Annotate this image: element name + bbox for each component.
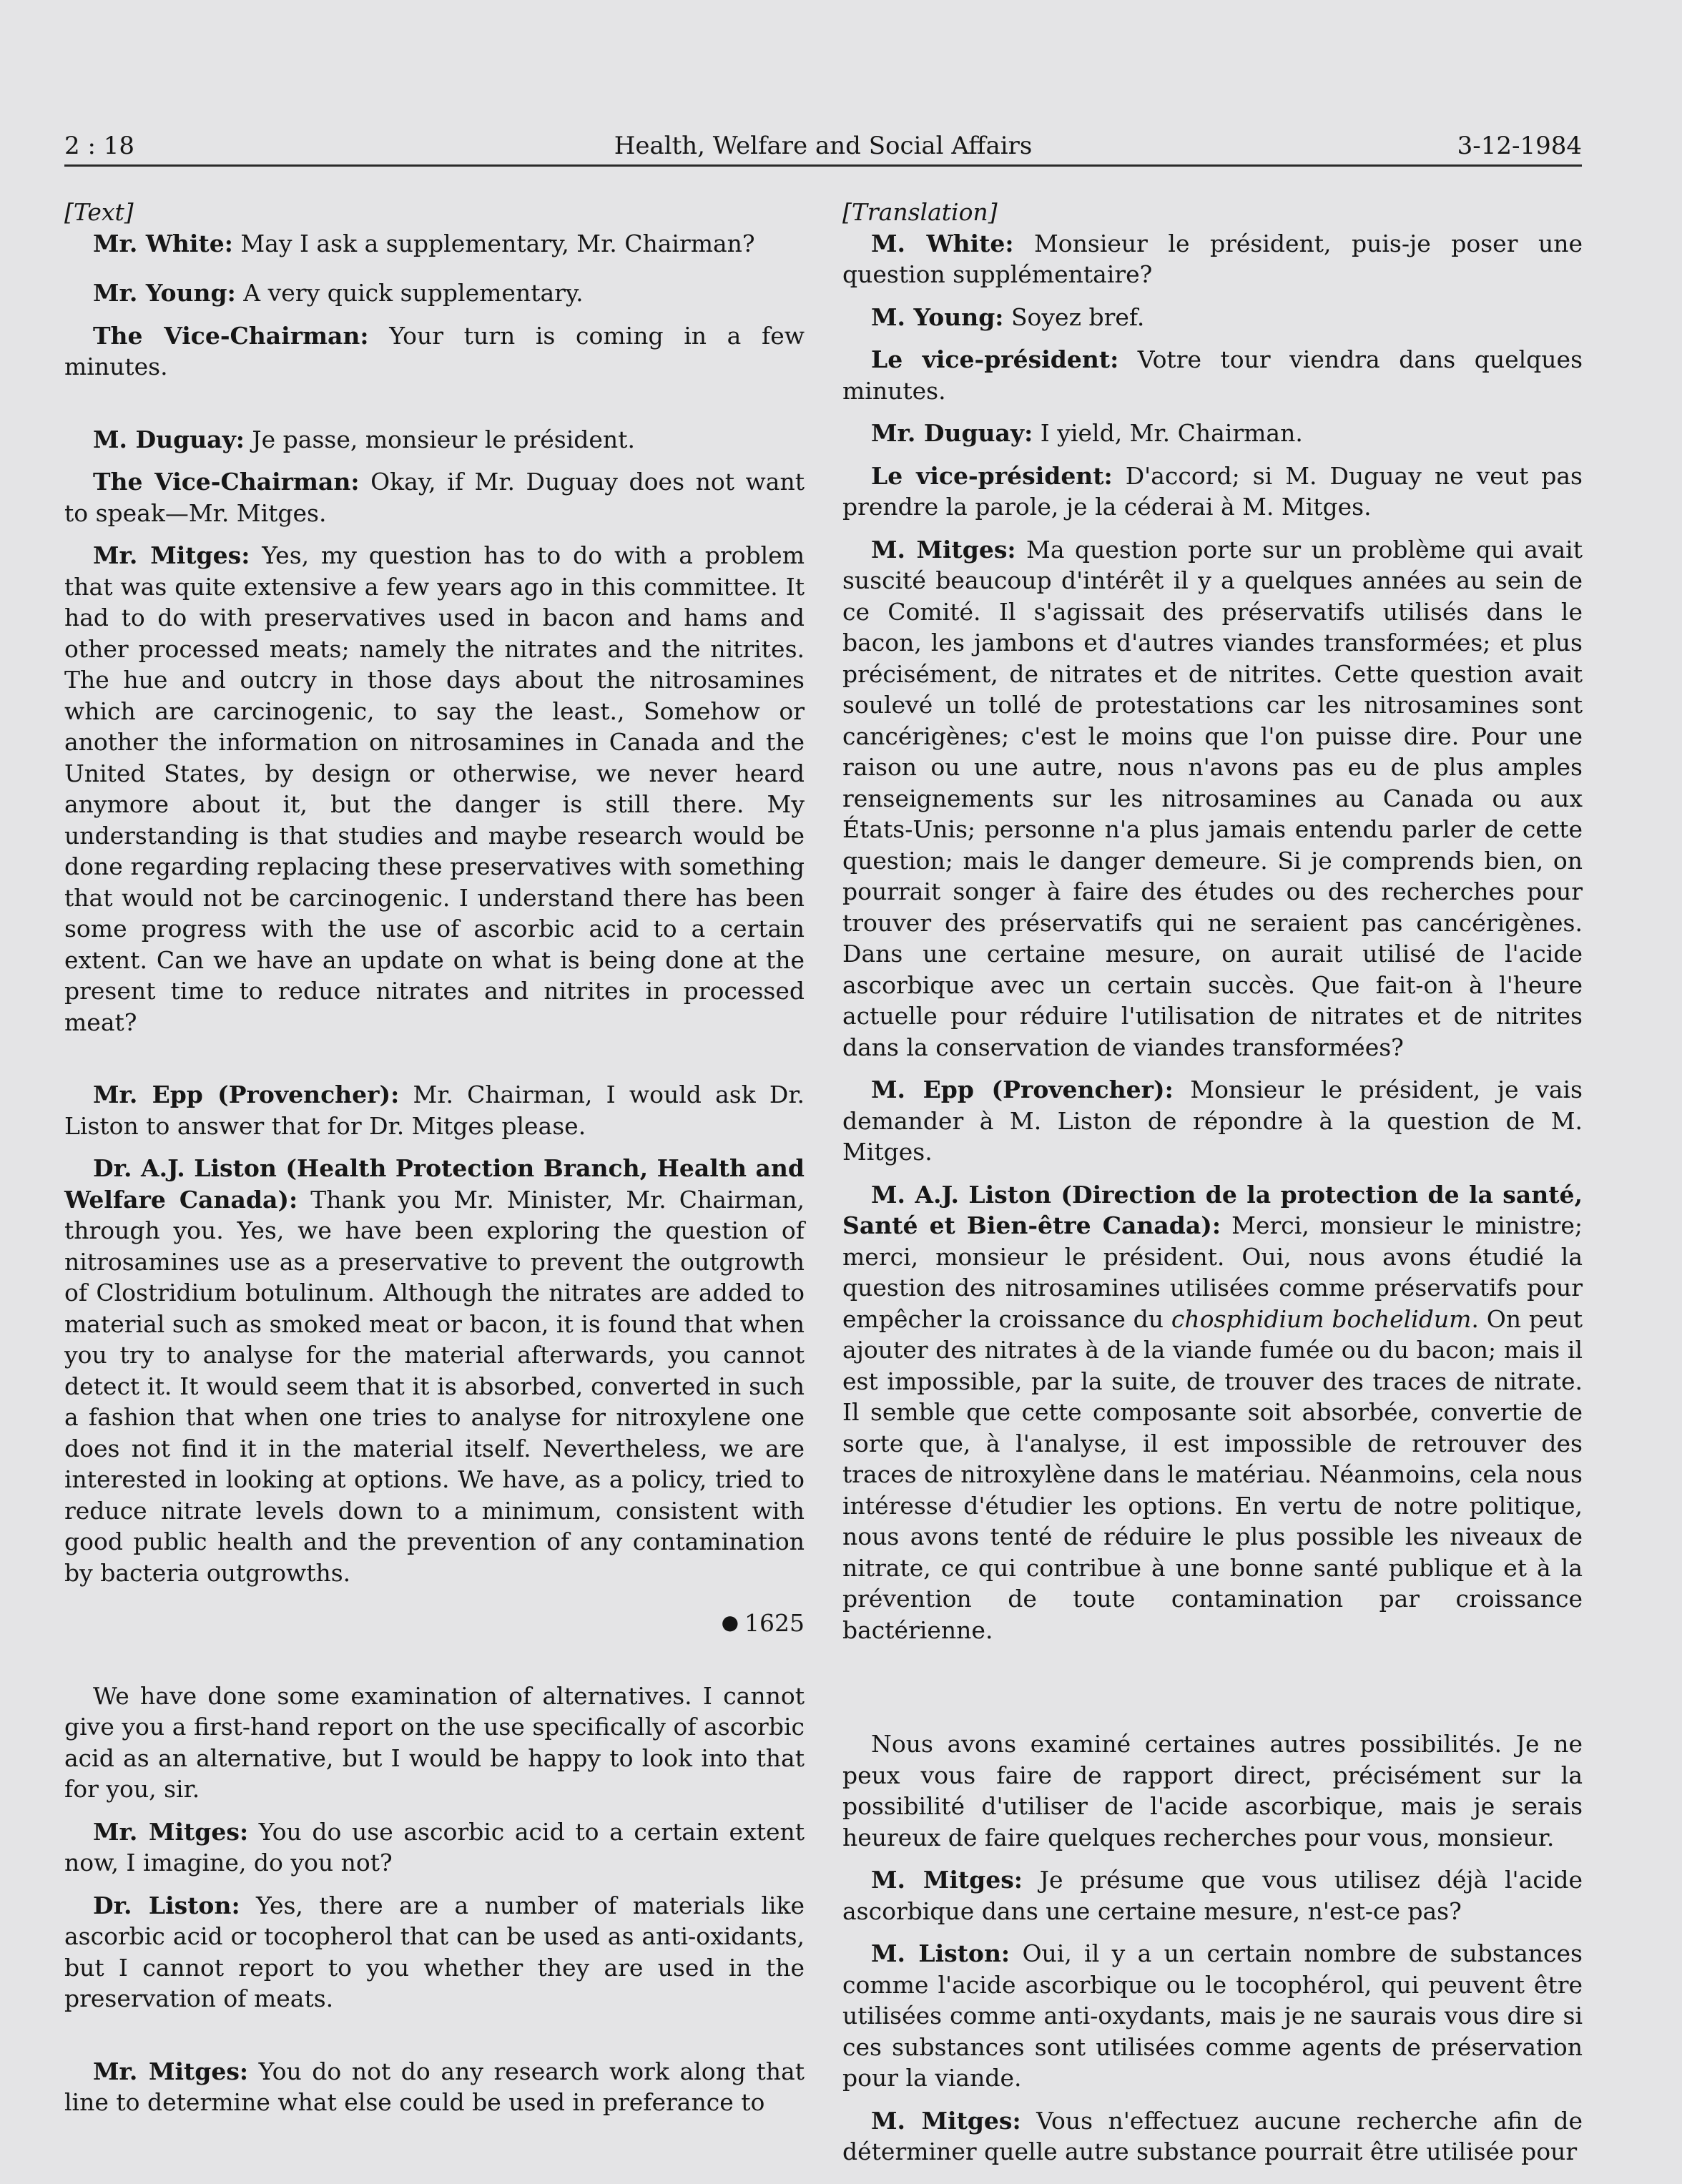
italic-term: chosphidium bochelidum: [1171, 1304, 1472, 1333]
paragraph: M. Mitges: Vous n'effectuez aucune recherche afin de déterminer quelle autre substance pourrait être utilisée pour: [842, 2106, 1583, 2165]
speaker-name: The Vice-Chairman:: [93, 468, 360, 496]
column-tag: [Translation]: [842, 198, 998, 226]
paragraph: M. Young: Soyez bref.: [871, 302, 1145, 331]
speaker-name: Mr. White:: [93, 229, 233, 257]
paragraph: Le vice-président: Votre tour viendra dans quelques minutes.: [842, 345, 1583, 405]
paragraph: M. Mitges: Ma question porte sur un problème qui avait suscité beaucoup d'intérêt il y a quelques années au sein de ce Comité. Il s'agissait des préservatifs utilisés dans le bacon, les jambons et d'autres viandes transformées; et plus précisément, de nitrates et de nitrites. Cette question avait soulevé un tollé de protestations car les nitrosamines sont cancérigènes; c'est le moins que l'on puisse dire. Pour une raison ou une autre, nous n'avons pas eu de plus amples renseignements sur les nitrosamines au Canada ou aux États-Unis; personne n'a plus jamais entendu parler de cette question; mais le danger demeure. Si je comprends bien, on pourrait songer à faire des études ou des recherches pour trouver des préservatifs qui ne seraient pas cancérigènes. Dans une certaine mesure, on aurait utilisé de l'acide ascorbique avec un certain succès. Que fait-on à l'heure actuelle pour réduire l'utilisation de nitrates et de nitrites dans la conservation de viandes transformées?: [842, 535, 1583, 1061]
paragraph: Mr. Mitges: Yes, my question has to do with a problem that was quite extensive a few years ago in this committee. It had to do with preservatives used in bacon and hams and other processed meats; namely the nitrates and the nitrites. The hue and outcry in those days about the nitrosamines which are carcinogenic, to say the least., Somehow or another the information on nitrosamines in Canada and the United States, by design or otherwise, we never heard anymore about it, but the danger is still there. My understanding is that studies and maybe research would be done regarding replacing these preservatives with something that would not be carcinogenic. I understand there has been some progress with the use of ascorbic acid to a certain extent. Can we have an update on what is being done at the present time to reduce nitrates and nitrites in processed meat?: [64, 541, 805, 1036]
speaker-name: M. Duguay:: [93, 425, 245, 453]
paragraph: Mr. Mitges: You do use ascorbic acid to a certain extent now, I imagine, do you not?: [64, 1817, 805, 1876]
speaker-name: M. Mitges:: [871, 2106, 1021, 2135]
speaker-name: Mr. Young:: [93, 279, 236, 307]
bullet-icon: ●: [721, 1610, 739, 1634]
speaker-name: Dr. A.J. Liston (Health Protection Branch, Health and Welfare Canada):: [64, 1154, 805, 1214]
publication-title: Health, Welfare and Social Affairs: [614, 132, 1033, 160]
column-tag: [Text]: [64, 198, 134, 226]
speaker-name: M. Young:: [871, 302, 1004, 331]
speaker-name: Mr. Epp (Provencher):: [93, 1081, 400, 1108]
paragraph: We have done some examination of alternatives. I cannot give you a first-hand report on the use specifically of ascorbic acid as an alternative, but I would be happy to look into that for you, sir.: [64, 1681, 805, 1803]
paragraph: Mr. Duguay: I yield, Mr. Chairman.: [871, 419, 1303, 447]
speaker-name: M. Mitges:: [871, 535, 1016, 564]
speaker-name: The Vice-Chairman:: [93, 321, 369, 350]
speaker-name: Dr. Liston:: [93, 1891, 240, 1919]
paragraph: M. Mitges: Je présume que vous utilisez déjà l'acide ascorbique dans une certaine mesure, n'est-ce pas?: [842, 1866, 1583, 1925]
paragraph: M. Epp (Provencher): Monsieur le président, je vais demander à M. Liston de répondre à la question de M. Mitges.: [842, 1076, 1583, 1166]
speaker-name: M. Epp (Provencher):: [871, 1076, 1174, 1103]
paragraph: The Vice-Chairman: Your turn is coming in a few minutes.: [64, 321, 805, 380]
paragraph: The Vice-Chairman: Okay, if Mr. Duguay does not want to speak—Mr. Mitges.: [64, 468, 805, 527]
page-number: 2 : 18: [64, 132, 134, 160]
french-column: [842, 197, 1583, 2168]
paragraph: Mr. Mitges: You do not do any research work along that line to determine what else could be used in preferance to: [64, 2057, 805, 2116]
paragraph: Nous avons examiné certaines autres possibilités. Je ne peux vous faire de rapport direct, précisément sur la possibilité d'utiliser de l'acide ascorbique, mais je serais heureux de faire quelques recherches pour vous, monsieur.: [842, 1730, 1583, 1851]
speaker-name: Le vice-président:: [871, 345, 1119, 373]
paragraph: Mr. Young: A very quick supplementary.: [93, 279, 584, 307]
paragraph: M. A.J. Liston (Direction de la protection de la santé, Santé et Bien-être Canada): Merci, monsieur le ministre; merci, monsieur le président. Oui, nous avons étudié la question des nitrosamines utilisées comme préservatifs pour empêcher la croissance du chosphidium bochelidum. On peut ajouter des nitrates à de la viande fumée ou du bacon; mais il est impossible, par la suite, de trouver des traces de nitrate. Il semble que cette composante soit absorbée, convertie de sorte que, à l'analyse, il est impossible de retrouver des traces de nitroxylène dans le matériau. Néanmoins, cela nous intéresse d'étudier les options. En vertu de notre politique, nous avons tenté de réduire le plus possible les niveaux de nitrate, ce qui contribue à une bonne santé publique et à la prévention de toute contamination par croissance bactérienne.: [842, 1180, 1583, 1644]
speaker-name: M. Liston:: [871, 1939, 1010, 1967]
paragraph: M. Liston: Oui, il y a un certain nombre de substances comme l'acide ascorbique ou le tocophérol, qui peuvent être utilisées comme anti-oxydants, mais je ne saurais vous dire si ces substances sont utilisées comme agents de préservation pour la viande.: [842, 1939, 1583, 2092]
speaker-name: M. A.J. Liston (Direction de la protection de la santé, Santé et Bien-être Canada):: [842, 1180, 1583, 1239]
speaker-name: Mr. Mitges:: [93, 1817, 249, 1846]
speaker-name: M. Mitges:: [871, 1866, 1023, 1894]
paragraph: Mr. Epp (Provencher): Mr. Chairman, I would ask Dr. Liston to answer that for Dr. Mitges please.: [64, 1081, 805, 1140]
paragraph: M. White: Monsieur le président, puis-je poser une question supplémentaire?: [842, 229, 1583, 288]
english-column: [64, 197, 805, 2118]
paragraph: Dr. Liston: Yes, there are a number of materials like ascorbic acid or tocopherol that can be used as anti-oxidants, but I cannot report to you whether they are used in the preservation of meats.: [64, 1891, 805, 2012]
paragraph: Dr. A.J. Liston (Health Protection Branch, Health and Welfare Canada): Thank you Mr. Minister, Mr. Chairman, through you. Yes, we have been exploring the question of nitrosamines use as a preservative to prevent the outgrowth of Clostridium botulinum. Although the nitrates are added to material such as smoked meat or bacon, it is found that when you try to analyse for the material afterwards, you cannot detect it. It would seem that it is absorbed, converted in such a fashion that when one tries to analyse for nitroxylene one does not find it in the material itself. Nevertheless, we are interested in looking at options. We have, as a policy, tried to reduce nitrate levels down to a minimum, consistent with good public health and the prevention of any contamination by bacteria outgrowths.: [64, 1154, 805, 1587]
paragraph: Mr. White: May I ask a supplementary, Mr. Chairman?: [93, 229, 755, 257]
timestamp: ● 1625: [721, 1609, 805, 1637]
speaker-name: Mr. Mitges:: [93, 2057, 249, 2085]
speaker-name: M. White:: [871, 229, 1014, 257]
paragraph: M. Duguay: Je passe, monsieur le président.: [93, 425, 635, 453]
header-date: 3-12-1984: [1457, 132, 1582, 160]
page-header: [64, 129, 1582, 163]
speaker-name: Le vice-président:: [871, 461, 1113, 490]
header-rule: [64, 164, 1582, 167]
paragraph: Le vice-président: D'accord; si M. Duguay ne veut pas prendre la parole, je la céderai à M. Mitges.: [842, 461, 1583, 521]
speaker-name: Mr. Mitges:: [93, 541, 250, 569]
speaker-name: Mr. Duguay:: [871, 419, 1033, 447]
